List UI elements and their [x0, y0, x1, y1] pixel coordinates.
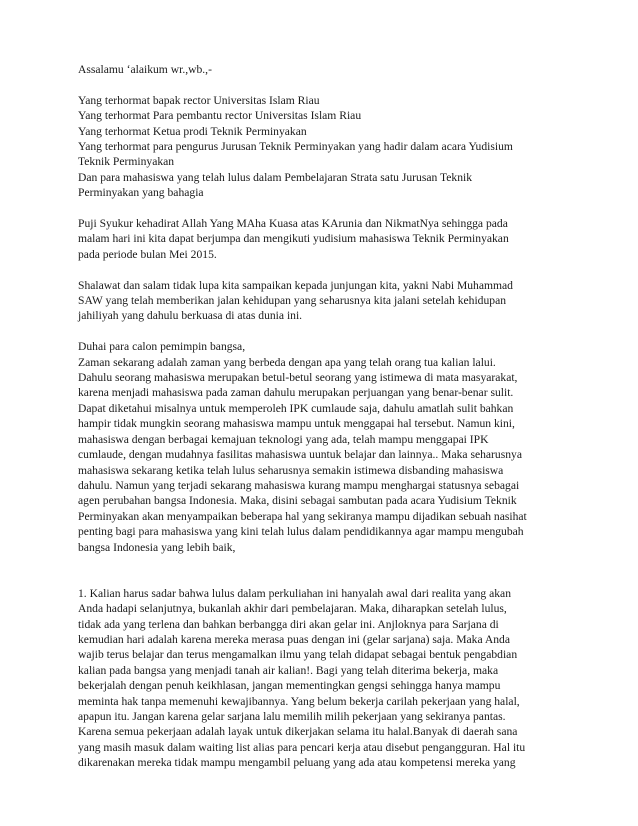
greeting-text: Assalamu ‘alaikum wr.,wb.,- — [78, 63, 212, 76]
addressee-list: Yang terhormat bapak rector Universitas Islam Riau Yang terhormat Para pembantu rector Universitas Islam Riau Yang terhormat Ketua prodi Teknik Perminyakan Yang terhormat para pengurus Jurusan Teknik Perminyakan yang hadir dalam acara Yudisium Teknik Perminyakan Dan para mahasiswa yang telah lulus dalam Pembelajaran Strata satu Jurusan Teknik Perminyakan yang bahagia — [78, 93, 513, 200]
point-one-paragraph: 1. Kalian harus sadar bahwa lulus dalam perkuliahan ini hanyalah awal dari realita yang akan Anda hadapi selanjutnya, bukanlah akhir dari pembelajaran. Maka, diharapkan setelah lulus, tidak ada yang terlena dan bahkan berbangga diri akan gelar ini. Anjloknya para Sarjana di kemudian hari adalah karena mereka merasa puas dengan ini (gelar sarjana) saja. Maka Anda wajib terus belajar dan terus mengamalkan ilmu yang telah didapat sebagai bentuk pengabdian kalian pada bangsa yang menjadi tanah air kalian!. Bagi yang telah diterima bekerja, maka bekerjalah dengan penuh keikhlasan, jangan mementingkan gengsi sehingga hanya mampu meminta hak tanpa memenuhi kewajibannya. Yang belum bekerja carilah pekerjaan yang halal, apapun itu. Jangan karena gelar sarjana lalu memilih milih pekerjaan yang sekiranya pantas. Karena semua pekerjaan adalah layak untuk dikerjakan selama itu halal.Banyak di daerah sana yang masih masuk dalam waiting list alias para pencari kerja atau disebut pengangguran. Hal itu dikarenakan mereka tidak mampu mengambil peluang yang ada atau kompetensi mereka yang — [78, 586, 526, 770]
document-page — [78, 62, 558, 771]
paragraph-spacer — [78, 570, 558, 585]
main-paragraph: Duhai para calon pemimpin bangsa, Zaman sekarang adalah zaman yang berbeda dengan apa yang telah orang tua kalian lalui. Dahulu seorang mahasiswa merupakan betul-betul seorang yang istimewa di mata masyarakat, karena menjadi mahasiswa pada zaman dahulu merupakan perjuangan yang benar-benar sulit. Dapat diketahui misalnya untuk memperoleh IPK cumlaude saja, dahulu amatlah sulit bahkan hampir tidak mungkin seorang mahasiswa mampu untuk menggapai hal tersebut. Namun kini, mahasiswa dengan berbagai kemajuan teknologi yang ada, telah mampu menggapai IPK cumlaude, dengan mudahnya fasilitas mahasiswa uuntuk belajar dan lainnya.. Maka seharusnya mahasiswa sekarang ketika telah lulus seharusnya semakin istimewa disbanding mahasiswa dahulu. Namun yang terjadi sekarang mahasiswa kurang mampu menghargai statusnya sebagai agen perubahan bangsa Indonesia. Maka, disini sebagai sambutan pada acara Yudisium Teknik Perminyakan akan menyampaikan beberapa hal yang sekiranya mampu dijadikan sebuah nasihat penting bagi para mahasiswa yang kini telah lulus dalam pendidikannya agar mampu mengubah bangsa Indonesia yang lebih baik, — [78, 340, 527, 554]
gratitude-paragraph: Puji Syukur kehadirat Allah Yang MAha Kuasa atas KArunia dan NikmatNya sehingga pada malam hari ini kita dapat berjumpa dan mengikuti yudisium mahasiswa Teknik Perminyakan pada periode bulan Mei 2015. — [78, 217, 509, 261]
shalawat-paragraph: Shalawat dan salam tidak lupa kita sampaikan kepada junjungan kita, yakni Nabi Muhammad SAW yang telah memberikan jalan kehidupan yang seharusnya kita jalani setelah kehidupan jahiliyah yang dahulu berkuasa di atas dunia ini. — [78, 278, 513, 323]
